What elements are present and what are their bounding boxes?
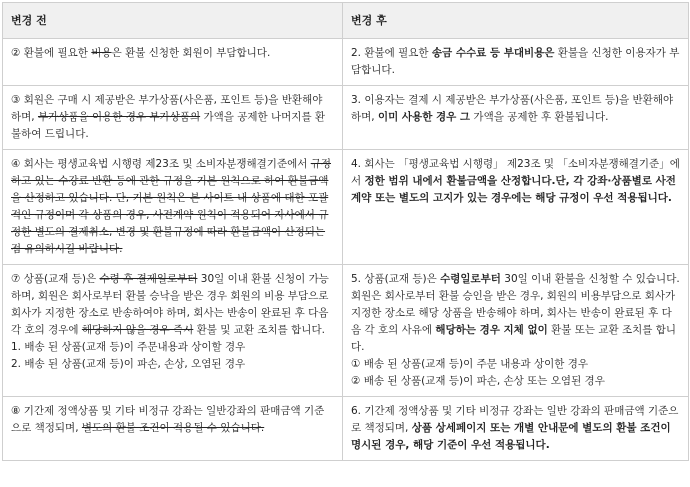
table-row [3, 39, 689, 86]
clause-text: 6. 기간제 정액상품 및 기타 비정규 강좌는 일반 강좌의 판매금액 기준으로 책정되며, [351, 405, 679, 434]
clause-text: 30일 이내 환불 신청이 가능하며, 회원은 회사로부터 환불 승낙을 받은 경우 회원의 비용 부담으로 회사가 지정한 장소로 반송하여야 하며, 회사는 반송이 완료된 후 다음 각 호의 경우에 [11, 273, 329, 336]
clause-text: 30일 이내 환불을 신청할 수 있습니다.회원은 회사로부터 환불 승인을 받은 경우, 회원의 비용부담으로 회사가 지정한 장소로 해당 상품을 반송해야 하며, 회사는 반송이 완료된 후 다음 각 호의 사유에 [351, 273, 680, 336]
clause-text: 환불 및 교환 조치를 합니다. [193, 324, 325, 336]
clause-line [11, 92, 334, 143]
cell-before [3, 39, 343, 86]
clause-text: ③ 회원은 구매 시 제공받은 부가상품(사은품, 포인트 등)을 반환해야 하며, [11, 94, 323, 123]
deleted-text: 규정하고 있는 수강료 반환 등에 관한 규정을 기본 원칙으로 하여 환불금액을 산정하고 있습니다. 단, 기본 원칙은 본 사이트 내 상품에 대한 포괄적인 규정이며 각 상품의 경우, 사전계약 원칙이 적용되어 자사에서 규정한 별도의 결제취소, 변경 및 환불규정에 따라 환불금액이 산정되는 점 유의하시길 바랍니다. [11, 158, 332, 255]
clause-text: ⑦ 상품(교재 등)은 [11, 273, 100, 285]
cell-after [343, 265, 689, 397]
clause-text: 환불 또는 교환 조치를 합니다. [351, 324, 677, 353]
clause-text: ① 배송 된 상품(교재 등)이 주문 내용과 상이한 경우 [351, 358, 589, 370]
cell-after [343, 150, 689, 265]
clause-text: 2. 배송 된 상품(교재 등)이 파손, 손상, 오염된 경우 [11, 358, 246, 370]
emphasized-text: 이미 사용한 경우 그 [377, 111, 471, 123]
cell-before [3, 150, 343, 265]
clause-text: 은 환불 신청한 회원이 부담합니다. [111, 47, 271, 59]
cell-before [3, 86, 343, 150]
header-after: 변경 후 [343, 3, 689, 39]
clause-line [351, 156, 680, 207]
cell-after [343, 86, 689, 150]
clause-line [11, 403, 334, 437]
cell-before [3, 397, 343, 461]
deleted-text: 부가상품을 이용한 경우 부가상품의 [37, 111, 201, 123]
clause-line [351, 373, 680, 390]
table-row [3, 265, 689, 397]
table-row [3, 86, 689, 150]
cell-after [343, 39, 689, 86]
clause-line [351, 45, 680, 79]
clause-text: 가액을 공제한 후 환불됩니다. [470, 111, 609, 123]
deleted-text: 해당하지 않을 경우 즉시 [81, 324, 194, 336]
clause-line [11, 156, 334, 258]
clause-line [351, 271, 680, 356]
deleted-text: 별도의 환불 조건이 적용될 수 있습니다. [81, 422, 265, 434]
clause-text: 3. 이용자는 결제 시 제공받은 부가상품(사은품, 포인트 등)을 반환해야 하며, [351, 94, 674, 123]
emphasized-text: 정한 범위 내에서 환불금액을 산정합니다.단, 각 강좌·상품별로 사전 계약 또는 별도의 고지가 있는 경우에는 해당 규정이 우선 적용됩니다. [351, 175, 676, 204]
emphasized-text: 송금 수수료 등 부대비용은 [431, 47, 555, 59]
clause-line [11, 45, 334, 62]
clause-text: 환불을 신청한 이용자가 부담합니다. [351, 47, 680, 76]
clause-text: ② 배송 된 상품(교재 등)이 파손, 손상 또는 오염된 경우 [351, 375, 605, 387]
deleted-text: 수령 후 결제일로부터 [99, 273, 198, 285]
emphasized-text: 상품 상세페이지 또는 개별 안내문에 별도의 환불 조건이 명시된 경우, 해당 기준이 우선 적용됩니다. [351, 422, 671, 451]
clause-text: ⑧ 기간제 정액상품 및 기타 비정규 강좌는 일반강좌의 판매금액 기준으로 책정되며, [11, 405, 325, 434]
emphasized-text: 해당하는 경우 지체 없이 [435, 324, 548, 336]
clause-line [351, 92, 680, 126]
clause-text: 가액을 공제한 나머지를 환불하여 드립니다. [11, 111, 326, 140]
cell-after [343, 397, 689, 461]
clause-text: 4. 회사는 「평생교육법 시행령」 제23조 및 「소비자분쟁해결기준」에서 [351, 158, 680, 187]
cell-before [3, 265, 343, 397]
header-row [3, 3, 689, 39]
clause-line [351, 356, 680, 373]
clause-text: ② 환불에 필요한 [11, 47, 92, 59]
clause-line [11, 356, 334, 373]
clause-line [11, 339, 334, 356]
emphasized-text: 수령일로부터 [440, 273, 501, 285]
clause-text: ④ 회사는 평생교육법 시행령 제23조 및 소비자분쟁해결기준에서 [11, 158, 311, 170]
clause-line [11, 271, 334, 339]
table-row [3, 150, 689, 265]
clause-text: 5. 상품(교재 등)은 [351, 273, 441, 285]
comparison-table [2, 2, 689, 461]
clause-line [351, 403, 680, 454]
clause-text: 1. 배송 된 상품(교재 등)이 주문내용과 상이할 경우 [11, 341, 246, 353]
deleted-text: 비용 [91, 47, 112, 59]
header-before: 변경 전 [3, 3, 343, 39]
clause-text: 2. 환불에 필요한 [351, 47, 432, 59]
table-body [3, 39, 689, 461]
table-row [3, 397, 689, 461]
